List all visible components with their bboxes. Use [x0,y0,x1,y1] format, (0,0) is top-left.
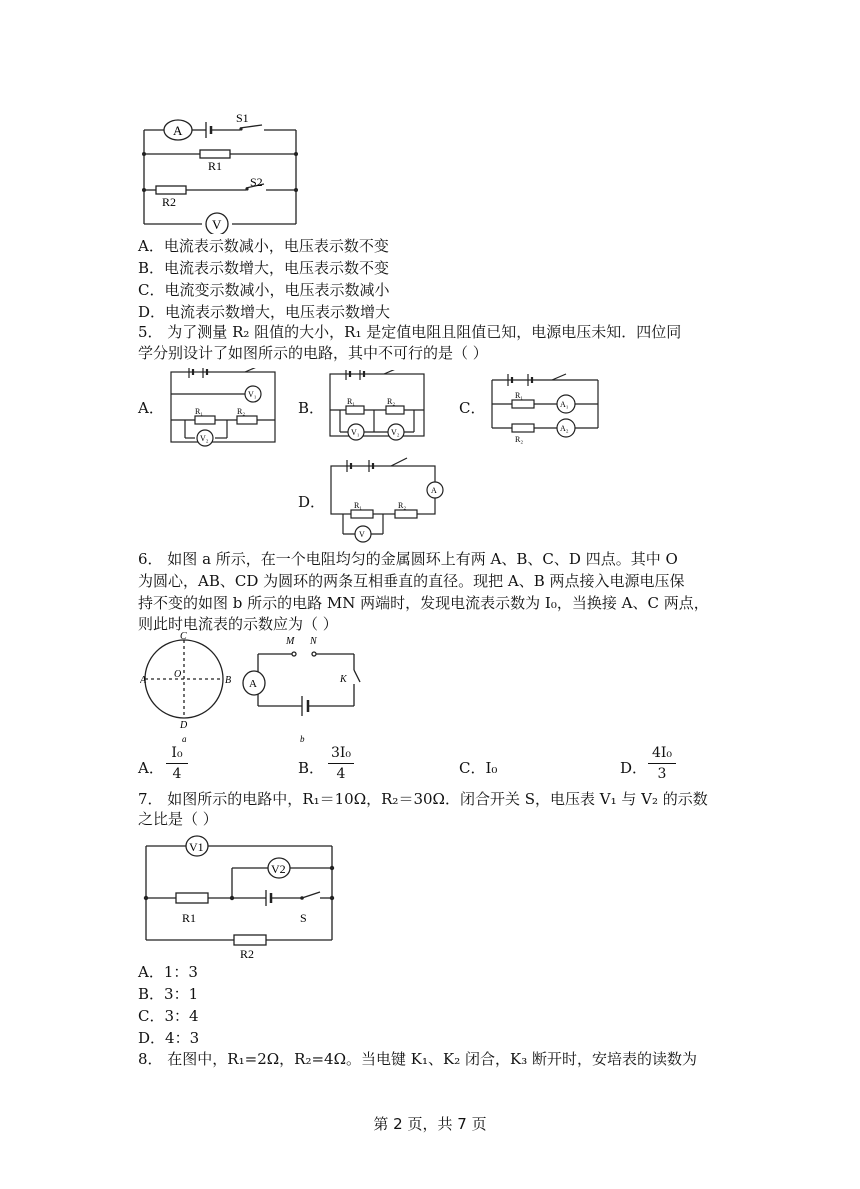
q7-v2-label: V2 [271,862,286,876]
q5-option-d-label[interactable]: D． [298,493,326,511]
q5c-r2-label: R₂ [515,435,524,444]
q7-option-d[interactable]: D．4：3 [138,1029,200,1047]
q6-figure-b-circuit [240,632,364,744]
q5d-r1-label: R₁ [354,501,363,510]
q5b-r2-label: R₂ [387,397,396,406]
q5-option-b-label[interactable]: B． [298,399,325,417]
q5-option-c-label[interactable]: C． [459,399,486,417]
q6b-k-label: K [340,674,347,685]
q5b-v1-label: V₁ [351,428,360,437]
q4-s1-label: S1 [236,111,249,125]
q4-s2-label: S2 [250,175,263,189]
q5-option-b-diagram[interactable] [326,370,430,448]
q6-option-a-fraction[interactable] [166,745,188,782]
q5a-r1-label: R₁ [195,407,204,416]
q5-stem-line1: 5． 为了测量 R₂ 阻值的大小，R₁ 是定值电阻且阻值已知，电源电压未知．四位同 [138,323,682,341]
q5d-r2-label: R₂ [398,501,407,510]
q6a-o-label: O [174,669,182,680]
q6-option-d-label[interactable]: D． [620,759,648,777]
q7-s-label: S [300,911,307,925]
q8-stem-line1: 8． 在图中，R₁=2Ω，R₂=4Ω。当电键 K₁、K₂ 闭合，K₃ 断开时，安培表的读数为 [138,1050,697,1068]
page-footer: 第 2 页，共 7 页 [373,1115,487,1133]
q6-option-a-denominator: 4 [172,766,182,782]
q5a-r2-label: R₂ [237,407,246,416]
q5d-a-label: A [431,486,437,495]
q5b-r1-label: R₁ [347,397,356,406]
q6-stem-line1: 6． 如图 a 所示，在一个电阻均匀的金属圆环上有两 A、B、C、D 四点。其中 O [138,550,678,568]
q6-option-b-numerator: 3I₀ [330,745,352,761]
q5d-v-label: V [359,530,365,539]
q6-option-b-label[interactable]: B． [298,759,325,777]
q5b-v2-label: V₂ [391,428,400,437]
q7-v1-label: V1 [189,840,204,854]
q5c-a1-label: A₁ [560,400,569,409]
q7-stem-line1: 7． 如图所示的电路中，R₁＝10Ω，R₂＝30Ω．闭合开关 S，电压表 V₁ 与 V₂ 的示数 [138,790,708,808]
q7-r1-label: R1 [182,911,197,925]
q7-stem-line2: 之比是（ ） [138,810,218,828]
q5-stem-line2: 学分别设计了如图所示的电路，其中不可行的是（ ） [138,344,488,362]
q5-option-c-diagram[interactable] [486,370,604,448]
q5a-v1-label: V₁ [248,390,257,399]
q5c-r1-label: R₁ [515,391,524,400]
q6-stem-line2: 为圆心，AB、CD 为圆环的两条互相垂直的直径。现把 A、B 两点接入电源电压保 [138,572,685,590]
q6a-a-label: A [140,675,147,686]
fraction-bar [166,763,188,764]
q7-option-a[interactable]: A．1：3 [138,963,198,981]
q4-r2-label: R2 [162,195,177,209]
q6-stem-line4: 则此时电流表的示数应为（ ） [138,615,338,633]
q5a-v2-label: V₂ [200,434,209,443]
q5-option-a-diagram[interactable] [165,368,281,450]
q6a-caption: a [182,734,187,744]
q5-option-d-diagram[interactable] [325,456,447,544]
q7-circuit-diagram [140,832,340,962]
q6b-n-label: N [310,636,317,647]
q5c-a2-label: A₂ [560,424,569,433]
q4-voltmeter-label: V [212,217,222,232]
q6-option-a-numerator: I₀ [171,745,183,761]
q5-option-a-label[interactable]: A． [138,399,164,417]
q4-option-d[interactable]: D．电流表示数增大，电压表示数增大 [138,303,391,321]
q6-option-d-numerator: 4I₀ [651,745,673,761]
q6-option-b-fraction[interactable] [328,745,354,782]
q6a-d-label: D [180,720,188,731]
q6-stem-line3: 持不变的如图 b 所示的电路 MN 两端时，发现电流表示数为 I₀，当换接 A、C 两点， [138,594,709,612]
fraction-bar [648,763,676,764]
q6-option-c[interactable]: C．I₀ [459,759,498,777]
q4-option-b[interactable]: B．电流表示数增大，电压表示数不变 [138,259,390,277]
q4-option-c[interactable]: C．电流变示数减小，电压表示数减小 [138,281,390,299]
q6b-m-label: M [286,636,295,647]
q6-option-d-fraction[interactable] [648,745,676,782]
q6a-c-label: C [180,632,187,642]
q6-figure-a-ring [140,632,240,744]
q7-option-b[interactable]: B．3：1 [138,985,199,1003]
q4-option-a[interactable]: A．电流表示数减小，电压表示数不变 [138,237,389,255]
q4-r1-label: R1 [208,159,223,173]
q6a-b-label: B [225,675,232,686]
fraction-bar [328,763,354,764]
q7-option-c[interactable]: C．3：4 [138,1007,199,1025]
q4-ammeter-label: A [173,123,183,138]
q6b-caption: b [300,734,305,744]
q4-circuit-diagram [138,108,308,234]
q6b-ammeter-label: A [249,678,257,690]
q6-option-d-denominator: 3 [657,766,667,782]
q7-r2-label: R2 [240,947,255,961]
q6-option-a-label[interactable]: A． [138,759,164,777]
q6-option-b-denominator: 4 [336,766,346,782]
